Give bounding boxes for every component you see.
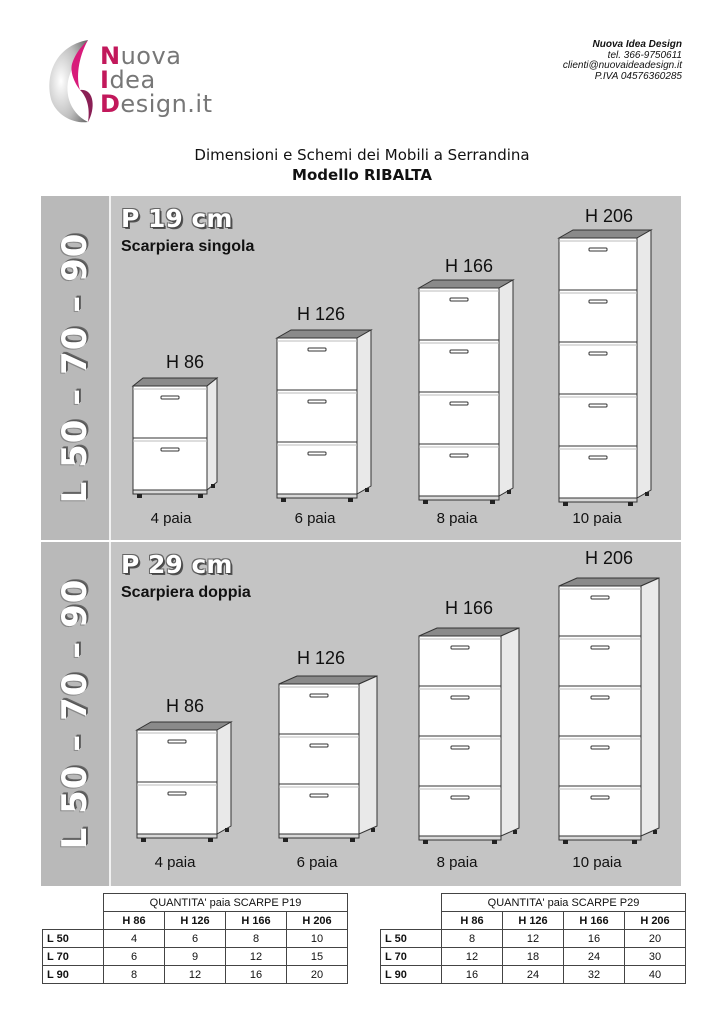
table-column-header: H 86: [442, 912, 503, 930]
table-cell: 20: [625, 930, 686, 948]
door-handle: [310, 794, 328, 797]
cabinet-door: [419, 786, 501, 836]
cabinet-foot: [492, 840, 497, 844]
cabinet-foot: [507, 490, 511, 494]
table-cell: 12: [226, 948, 287, 966]
cabinet-height-label: H 126: [296, 648, 346, 668]
table-column-header: H 206: [287, 912, 348, 930]
cabinet-door: [419, 686, 501, 736]
table-row-header: L 90: [381, 966, 442, 984]
door-handle: [308, 400, 326, 403]
pairs-label: 8 paia: [436, 510, 478, 527]
cabinet-height-label: H 86: [165, 696, 205, 716]
cabinet-side: [217, 722, 231, 834]
company-email: clienti@nuovaideadesign.it: [562, 60, 682, 71]
door-handle: [589, 248, 607, 251]
cabinet-top: [277, 330, 371, 338]
pairs-label: 6 paia: [296, 854, 338, 871]
cabinet-base: [419, 836, 501, 840]
table-cell: 32: [564, 966, 625, 984]
table-cell: 12: [442, 948, 503, 966]
door-handle: [591, 596, 609, 599]
cabinet-illustration: [417, 626, 527, 846]
type-label: Scarpiera doppia: [121, 584, 251, 601]
cabinet-side: [637, 230, 651, 498]
cabinet-side: [207, 378, 217, 490]
cabinet-foot: [141, 838, 146, 842]
cabinet-door: [133, 438, 207, 490]
table-row-header: L 70: [381, 948, 442, 966]
cabinet-side: [357, 330, 371, 494]
table-caption: QUANTITA' paia SCARPE P29: [442, 894, 686, 912]
table-cell: 24: [564, 948, 625, 966]
table-cell: 16: [564, 930, 625, 948]
door-handle: [591, 646, 609, 649]
door-handle: [591, 746, 609, 749]
table-cell: 15: [287, 948, 348, 966]
company-phone: tel. 366-9750611: [607, 49, 682, 61]
door-handle: [589, 352, 607, 355]
cabinet-door: [419, 736, 501, 786]
width-band: [41, 196, 111, 540]
cabinet-height-label: H 166: [444, 598, 494, 618]
quantity-table-p19: [42, 893, 348, 984]
door-handle: [451, 796, 469, 799]
table-row: [43, 966, 348, 984]
table-column-header: H 126: [503, 912, 564, 930]
table-cell: 12: [503, 930, 564, 948]
cabinet-top: [559, 230, 651, 238]
pairs-label: 10 paia: [572, 854, 622, 871]
table-row-header: L 70: [43, 948, 104, 966]
table-cell: 6: [104, 948, 165, 966]
door-handle: [591, 796, 609, 799]
table-row: [43, 930, 348, 948]
door-handle: [310, 694, 328, 697]
cabinet-door: [137, 730, 217, 782]
door-handle: [591, 696, 609, 699]
panel-p19: [41, 196, 681, 540]
cabinet-height-label: H 86: [165, 352, 205, 372]
panel-p29: [41, 542, 681, 886]
cabinet-door: [279, 684, 359, 734]
cabinet-door: [559, 342, 637, 394]
pairs-label: 8 paia: [436, 854, 478, 871]
table-cell: 40: [625, 966, 686, 984]
cabinet-height-label: H 166: [444, 256, 494, 276]
cabinet-door: [559, 446, 637, 498]
cabinet-base: [277, 494, 357, 498]
depth-label: P 29 cm: [121, 550, 233, 579]
cabinet-base: [559, 498, 637, 502]
cabinet-height-label: H 206: [584, 548, 634, 568]
cabinet-foot: [348, 498, 353, 502]
cabinet-height-label: H 206: [584, 206, 634, 226]
cabinet-door: [419, 444, 499, 496]
cabinet-foot: [563, 502, 568, 506]
table-column-header: H 126: [165, 912, 226, 930]
table-cell: 4: [104, 930, 165, 948]
cabinet-door: [419, 392, 499, 444]
table-row-header: L 50: [43, 930, 104, 948]
table-row: [381, 966, 686, 984]
cabinet-side: [359, 676, 377, 834]
cabinet-illustration: [557, 228, 657, 503]
door-handle: [161, 448, 179, 451]
table-cell: 8: [104, 966, 165, 984]
table-row-header: L 90: [43, 966, 104, 984]
door-handle: [450, 454, 468, 457]
cabinet-door: [277, 390, 357, 442]
cabinet-door: [559, 736, 641, 786]
cabinet-foot: [371, 828, 375, 832]
cabinet-illustration: [557, 576, 669, 848]
table-row-header: L 50: [381, 930, 442, 948]
cabinet-foot: [208, 838, 213, 842]
quantity-table-p29: [380, 893, 686, 984]
table-column-header: H 86: [104, 912, 165, 930]
door-handle: [451, 696, 469, 699]
door-handle: [308, 348, 326, 351]
door-handle: [310, 744, 328, 747]
page-title: Dimensioni e Schemi dei Mobili a Serrandina: [194, 146, 530, 164]
cabinet-side: [501, 628, 519, 836]
table-cell: 8: [226, 930, 287, 948]
cabinet-foot: [198, 494, 203, 498]
door-handle: [168, 792, 186, 795]
type-label: Scarpiera singola: [121, 238, 255, 255]
cabinet-base: [133, 490, 207, 494]
cabinet-foot: [513, 830, 517, 834]
depth-label: P 19 cm: [121, 204, 233, 233]
cabinet-illustration: [417, 278, 517, 503]
cabinet-door: [559, 238, 637, 290]
company-name: Nuova Idea Design: [592, 39, 682, 50]
company-info: [563, 40, 682, 82]
pairs-label: 6 paia: [294, 510, 336, 527]
pairs-label: 4 paia: [150, 510, 192, 527]
cabinet-top: [133, 378, 217, 386]
table-cell: 10: [287, 930, 348, 948]
door-handle: [450, 350, 468, 353]
door-handle: [589, 404, 607, 407]
table-cell: 6: [165, 930, 226, 948]
width-band: [41, 542, 111, 886]
table-column-header: H 166: [564, 912, 625, 930]
door-handle: [451, 746, 469, 749]
cabinet-top: [419, 280, 513, 288]
width-label: L 50 – 70 – 90: [55, 578, 95, 850]
cabinet-door: [559, 686, 641, 736]
table-row: [43, 948, 348, 966]
cabinet-foot: [632, 840, 637, 844]
cabinet-door: [419, 636, 501, 686]
table-caption: QUANTITA' paia SCARPE P19: [104, 894, 348, 912]
cabinet-foot: [563, 840, 568, 844]
table-cell: 12: [165, 966, 226, 984]
cabinet-foot: [137, 494, 142, 498]
cabinet-foot: [490, 500, 495, 504]
table-cell: 30: [625, 948, 686, 966]
cabinet-foot: [281, 498, 286, 502]
cabinet-top: [137, 722, 231, 730]
cabinet-base: [279, 834, 359, 838]
table-cell: 9: [165, 948, 226, 966]
cabinet-door: [137, 782, 217, 834]
cabinet-door: [419, 288, 499, 340]
cabinet-foot: [628, 502, 633, 506]
cabinet-door: [559, 786, 641, 836]
door-handle: [589, 300, 607, 303]
cabinet-foot: [350, 838, 355, 842]
table-cell: 16: [442, 966, 503, 984]
table-cell: 18: [503, 948, 564, 966]
cabinet-foot: [423, 500, 428, 504]
table-cell: 24: [503, 966, 564, 984]
pairs-label: 10 paia: [572, 510, 622, 527]
table-cell: 20: [287, 966, 348, 984]
door-handle: [168, 740, 186, 743]
cabinet-illustration: [277, 674, 387, 846]
cabinet-door: [279, 734, 359, 784]
cabinet-door: [279, 784, 359, 834]
cabinet-illustration: [131, 376, 221, 501]
cabinet-side: [499, 280, 513, 496]
cabinet-door: [559, 290, 637, 342]
cabinet-height-label: H 126: [296, 304, 346, 324]
door-handle: [161, 396, 179, 399]
cabinet-foot: [283, 838, 288, 842]
cabinet-base: [559, 836, 641, 840]
cabinet-foot: [211, 484, 215, 488]
table-row: [381, 930, 686, 948]
cabinet-foot: [225, 828, 229, 832]
door-handle: [308, 452, 326, 455]
model-title: Modello RIBALTA: [292, 166, 432, 184]
door-handle: [450, 402, 468, 405]
width-label: L 50 – 70 – 90: [55, 232, 95, 504]
logo-mark: [44, 38, 100, 124]
cabinet-illustration: [275, 328, 375, 503]
cabinet-door: [133, 386, 207, 438]
cabinet-door: [559, 394, 637, 446]
company-vat: P.IVA 04576360285: [594, 70, 682, 82]
cabinet-door: [559, 586, 641, 636]
door-handle: [451, 646, 469, 649]
table-row: [381, 948, 686, 966]
door-handle: [450, 298, 468, 301]
door-handle: [589, 456, 607, 459]
table-cell: 8: [442, 930, 503, 948]
pairs-label: 4 paia: [154, 854, 196, 871]
cabinet-door: [419, 340, 499, 392]
cabinet-side: [641, 578, 659, 836]
cabinet-foot: [423, 840, 428, 844]
table-column-header: H 206: [625, 912, 686, 930]
cabinet-door: [277, 442, 357, 494]
cabinet-door: [559, 636, 641, 686]
table-cell: 16: [226, 966, 287, 984]
cabinet-illustration: [135, 720, 245, 845]
cabinet-foot: [365, 488, 369, 492]
table-column-header: H 166: [226, 912, 287, 930]
logo-wordmark: Nuova Idea Design.it: [100, 42, 213, 118]
cabinet-foot: [653, 830, 657, 834]
cabinet-base: [137, 834, 217, 838]
cabinet-door: [277, 338, 357, 390]
cabinet-base: [419, 496, 499, 500]
cabinet-foot: [645, 492, 649, 496]
